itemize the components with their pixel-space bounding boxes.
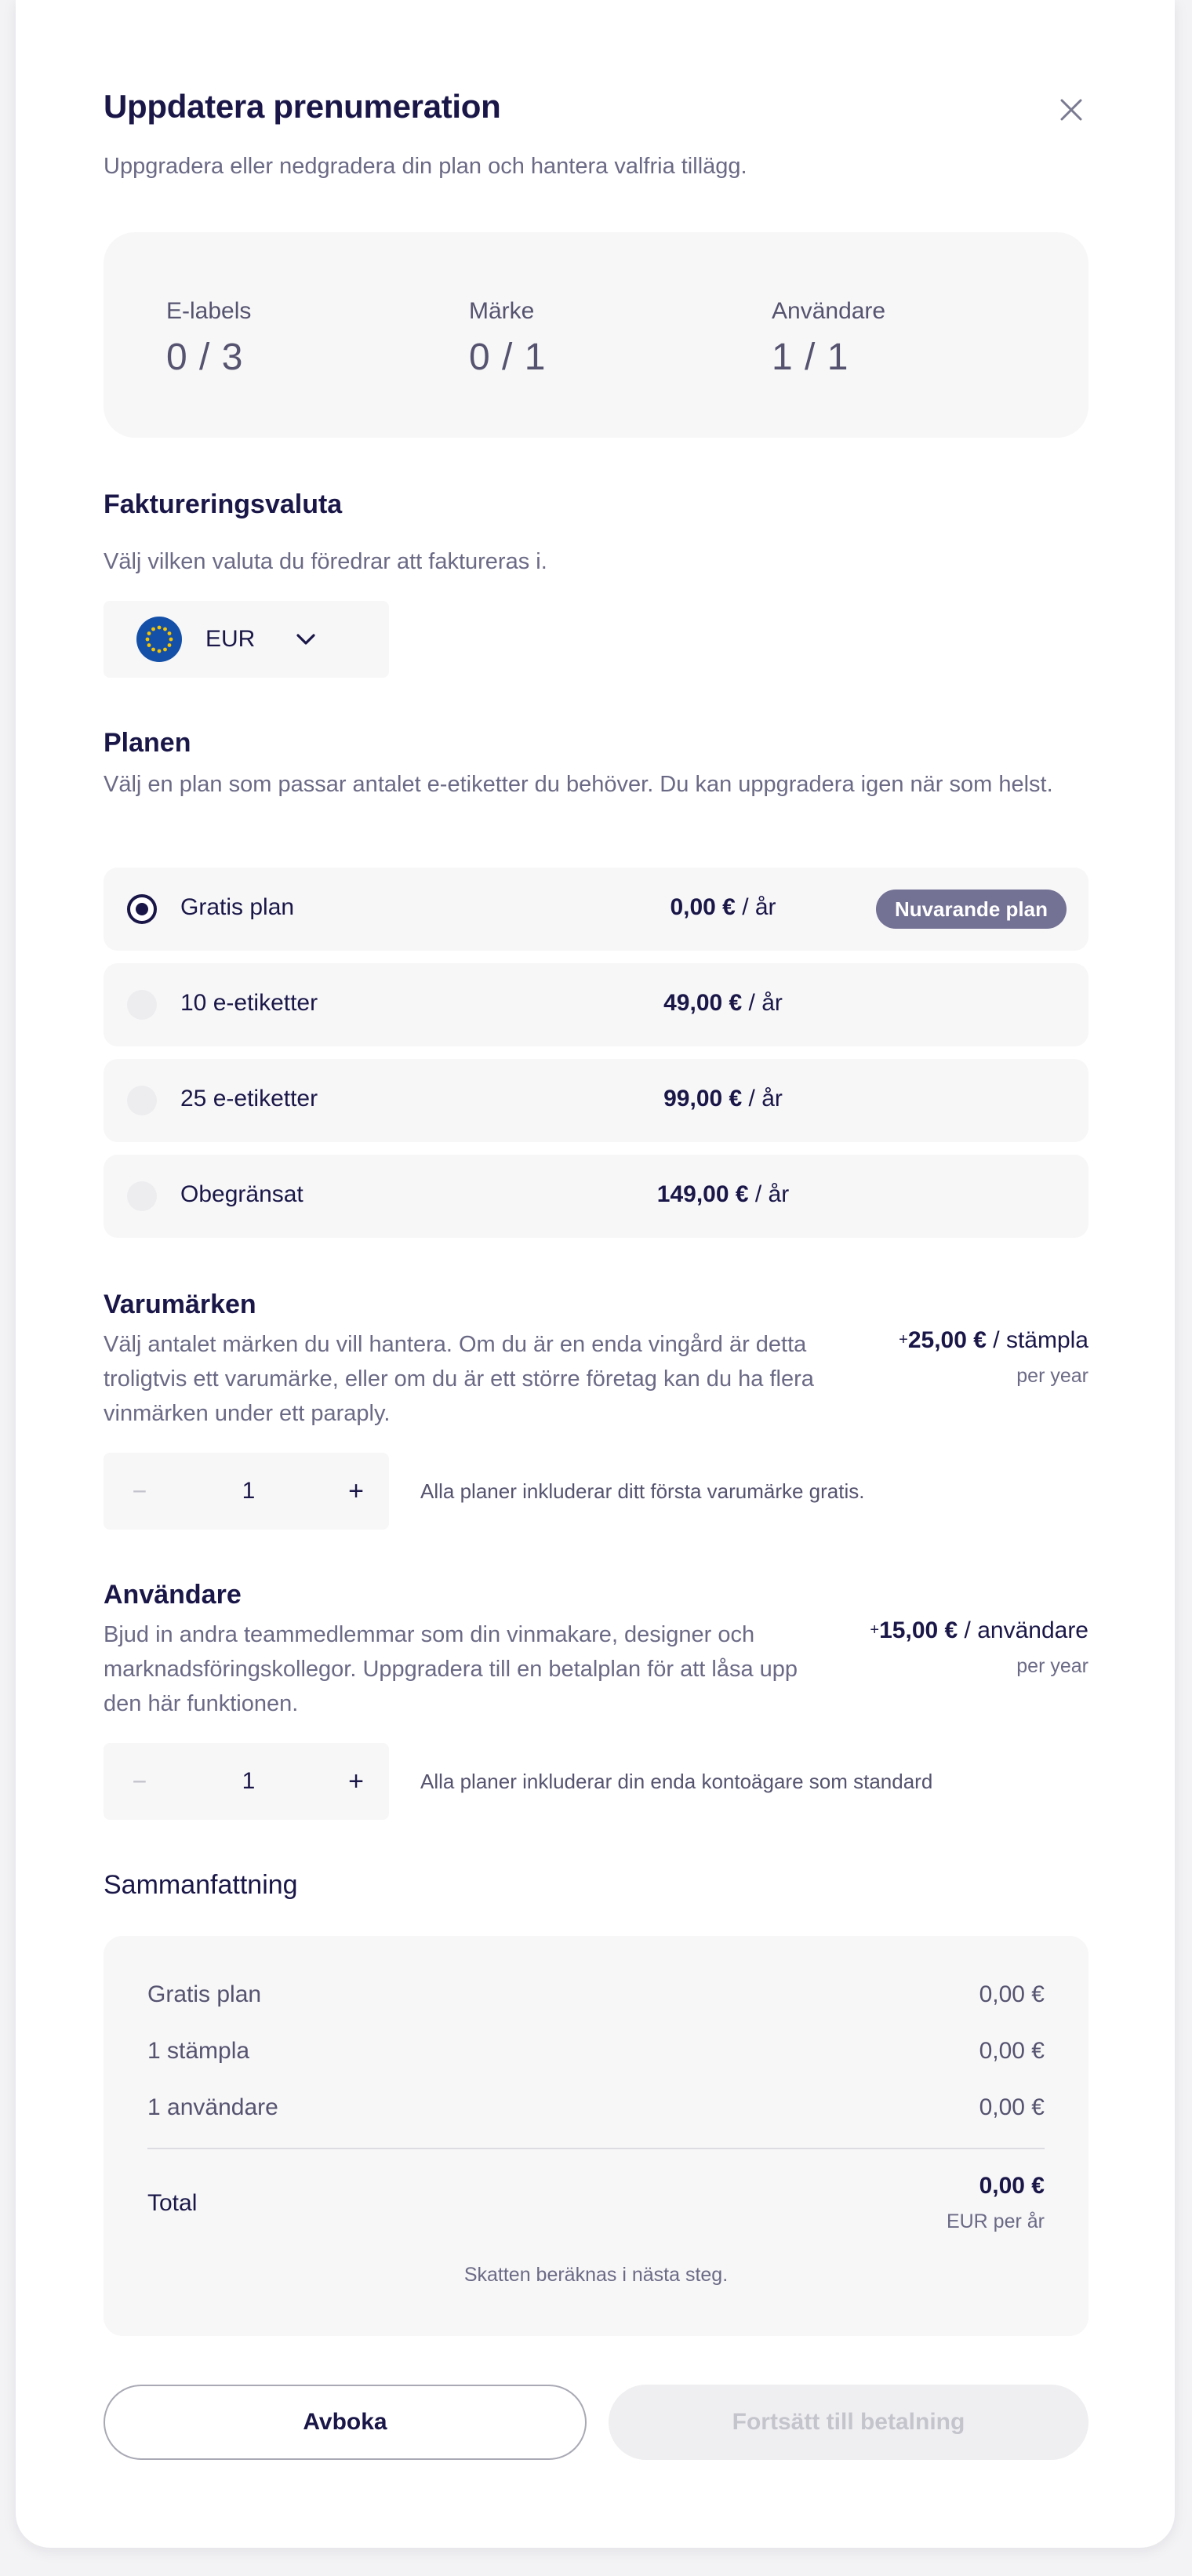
summary-row-value: 0,00 € bbox=[979, 2038, 1045, 2064]
modal-subtitle: Uppgradera eller nedgradera din plan och hantera valfria tillägg. bbox=[104, 154, 747, 179]
users-section-desc: Bjud in andra teammedlemmar som din vinmakare, designer och marknadsföringskollegor. Uppgradera till en betalplan för att låsa upp den här funktionen. bbox=[104, 1622, 798, 1716]
plan-price-amount: 149,00 € bbox=[656, 1181, 749, 1207]
brands-price-unit: / stämpla bbox=[986, 1327, 1088, 1353]
increment-button[interactable]: + bbox=[348, 1766, 364, 1796]
brands-price-period: per year bbox=[1016, 1365, 1088, 1387]
usage-value: 0 / 1 bbox=[469, 337, 547, 378]
plan-section-title: Planen bbox=[104, 728, 191, 758]
continue-to-payment-button[interactable]: Fortsätt till betalning bbox=[609, 2385, 1088, 2460]
update-subscription-modal bbox=[16, 0, 1175, 2548]
plan-price bbox=[605, 894, 841, 921]
summary-row bbox=[147, 1981, 1045, 2008]
plan-option-25[interactable] bbox=[104, 1059, 1088, 1142]
plan-name: Obegränsat bbox=[180, 1181, 303, 1207]
usage-label: E-labels bbox=[166, 298, 252, 324]
plan-price bbox=[605, 1181, 841, 1208]
plan-price-period: / år bbox=[748, 1181, 790, 1207]
plan-price-period: / år bbox=[735, 894, 776, 920]
summary-title: Sammanfattning bbox=[104, 1870, 298, 1900]
usage-users bbox=[772, 298, 885, 379]
summary-total-value: 0,00 € bbox=[979, 2173, 1045, 2199]
users-section-title: Användare bbox=[104, 1580, 242, 1610]
plan-section-desc: Välj en plan som passar antalet e-etiketter du behöver. Du kan uppgradera igen när som helst. bbox=[104, 772, 1053, 797]
usage-value: 1 / 1 bbox=[772, 337, 849, 378]
close-button[interactable] bbox=[1052, 91, 1090, 129]
usage-elabels bbox=[166, 298, 251, 379]
plan-name: 25 e-etiketter bbox=[180, 1086, 318, 1112]
brands-quantity-stepper bbox=[104, 1453, 389, 1530]
usage-card bbox=[104, 232, 1088, 438]
price-prefix: + bbox=[899, 1331, 908, 1348]
plan-radio[interactable] bbox=[127, 990, 157, 1020]
summary-card bbox=[104, 1936, 1088, 2336]
users-price-amount: 15,00 € bbox=[879, 1617, 958, 1643]
decrement-button[interactable]: − bbox=[132, 1767, 147, 1796]
eu-flag-icon bbox=[136, 617, 182, 662]
brands-note: Alla planer inkluderar ditt första varumärke gratis. bbox=[420, 1479, 865, 1503]
users-price-period: per year bbox=[1016, 1655, 1088, 1677]
plan-price-amount: 0,00 € bbox=[670, 894, 736, 920]
plan-option-free[interactable] bbox=[104, 868, 1088, 951]
summary-row bbox=[147, 2038, 1045, 2065]
brands-quantity-value[interactable]: 1 bbox=[242, 1478, 256, 1504]
plan-name: Gratis plan bbox=[180, 894, 295, 920]
plan-price-period: / år bbox=[742, 1086, 783, 1112]
usage-value: 0 / 3 bbox=[166, 337, 244, 378]
brands-price bbox=[847, 1327, 1088, 1354]
currency-section-desc: Välj vilken valuta du föredrar att faktureras i. bbox=[104, 549, 547, 574]
summary-row-value: 0,00 € bbox=[979, 1981, 1045, 2007]
summary-divider bbox=[147, 2148, 1045, 2149]
plan-price bbox=[605, 990, 841, 1017]
plan-price bbox=[605, 1086, 841, 1112]
plan-name: 10 e-etiketter bbox=[180, 990, 318, 1016]
users-price-unit: / användare bbox=[958, 1617, 1088, 1643]
summary-row-label: 1 stämpla bbox=[147, 2038, 250, 2064]
summary-total-label: Total bbox=[147, 2190, 198, 2216]
brands-price-amount: 25,00 € bbox=[907, 1327, 987, 1353]
summary-row-label: Gratis plan bbox=[147, 1981, 262, 2007]
users-quantity-stepper bbox=[104, 1743, 389, 1820]
users-note: Alla planer inkluderar din enda kontoägare som standard bbox=[420, 1770, 933, 1793]
plan-option-10[interactable] bbox=[104, 963, 1088, 1046]
plan-price-amount: 99,00 € bbox=[663, 1086, 743, 1112]
brands-section-title: Varumärken bbox=[104, 1290, 256, 1319]
usage-label: Användare bbox=[772, 298, 886, 324]
decrement-button[interactable]: − bbox=[132, 1477, 147, 1505]
current-plan-badge: Nuvarande plan bbox=[876, 890, 1067, 929]
summary-row-value: 0,00 € bbox=[979, 2094, 1045, 2120]
chevron-down-icon bbox=[295, 632, 317, 646]
modal-title: Uppdatera prenumeration bbox=[104, 88, 501, 125]
increment-button[interactable]: + bbox=[348, 1476, 364, 1506]
plan-radio-selected[interactable] bbox=[127, 894, 157, 924]
plan-price-amount: 49,00 € bbox=[663, 990, 743, 1016]
usage-brand bbox=[469, 298, 546, 379]
plan-radio[interactable] bbox=[127, 1181, 157, 1211]
usage-label: Märke bbox=[469, 298, 535, 324]
price-prefix: + bbox=[870, 1621, 880, 1639]
summary-row bbox=[147, 2094, 1045, 2121]
users-price bbox=[847, 1617, 1088, 1644]
brands-section-desc: Välj antalet märken du vill hantera. Om du är en enda vingård är detta troligtvis ett varumärke, eller om du är ett större företag kan du ha flera vinmärken under ett paraply. bbox=[104, 1332, 814, 1426]
plan-radio[interactable] bbox=[127, 1086, 157, 1115]
tax-note: Skatten beräknas i nästa steg. bbox=[463, 2264, 729, 2286]
currency-select[interactable] bbox=[104, 601, 389, 678]
summary-total-unit: EUR per år bbox=[946, 2210, 1045, 2232]
plan-option-unlimited[interactable] bbox=[104, 1155, 1088, 1238]
cancel-button[interactable]: Avboka bbox=[104, 2385, 587, 2460]
users-quantity-value[interactable]: 1 bbox=[242, 1768, 256, 1794]
currency-value: EUR bbox=[205, 626, 256, 652]
close-icon bbox=[1059, 98, 1083, 122]
summary-row-label: 1 användare bbox=[147, 2094, 278, 2120]
currency-section-title: Faktureringsvaluta bbox=[104, 489, 343, 519]
plan-price-period: / år bbox=[742, 990, 783, 1016]
